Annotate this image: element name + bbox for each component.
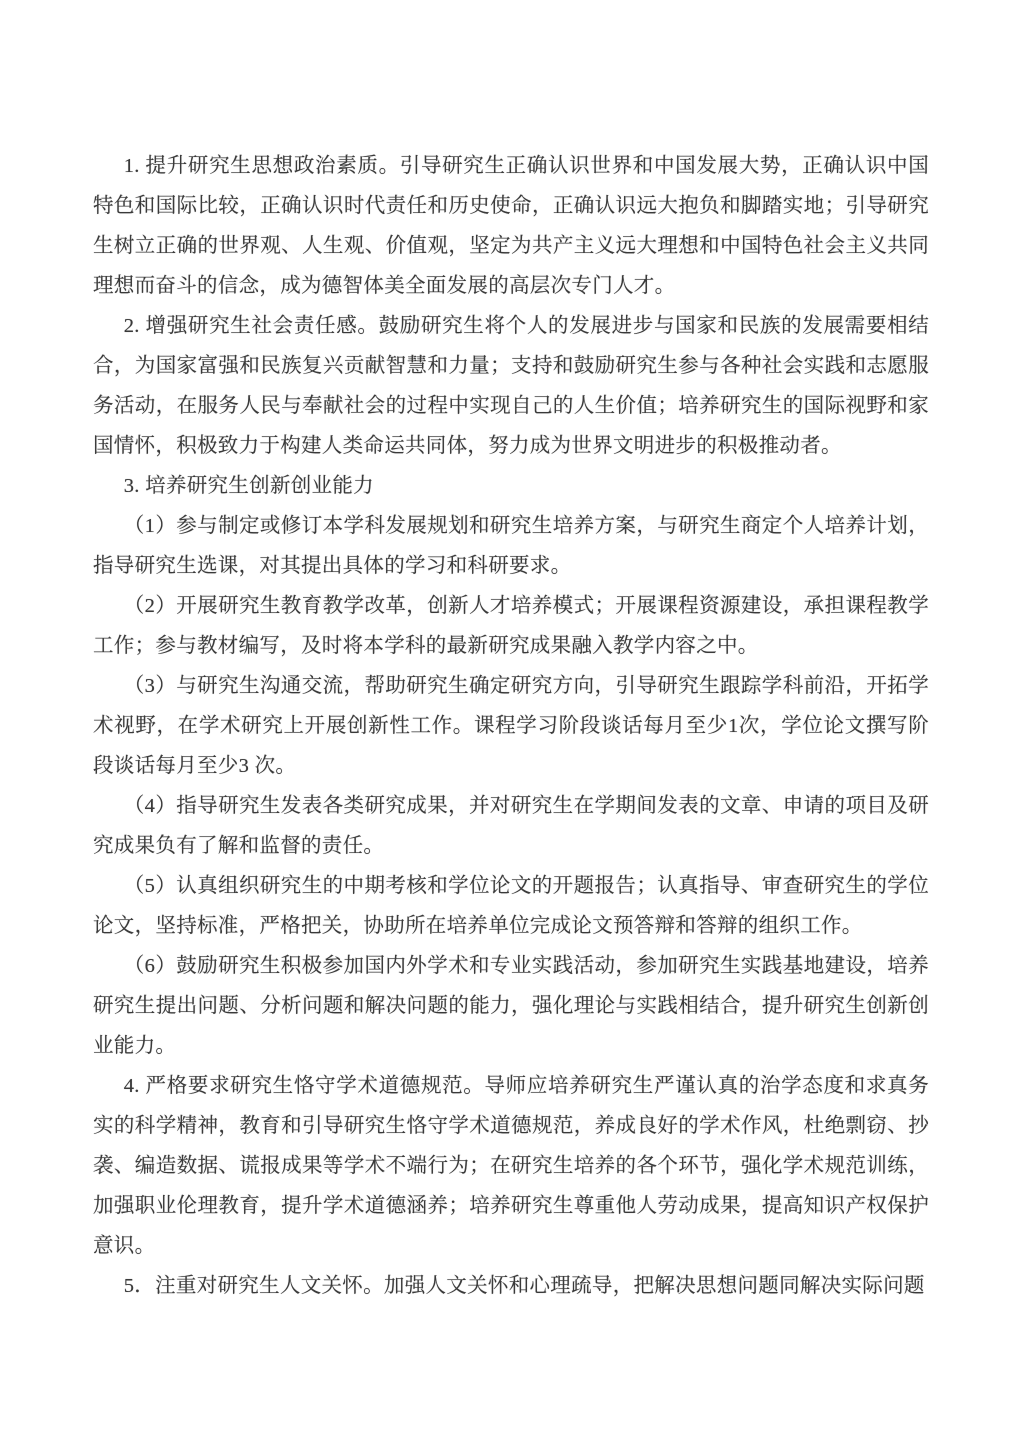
paragraph-subitem-5: （5）认真组织研究生的中期考核和学位论文的开题报告；认真指导、审查研究生的学位论文，坚持标准，严格把关，协助所在培养单位完成论文预答辩和答辩的组织工作。 <box>93 875 929 937</box>
paragraph-item-4: 4. 严格要求研究生恪守学术道德规范。导师应培养研究生严谨认真的治学态度和求真务实的科学精神，教育和引导研究生恪守学术道德规范，养成良好的学术作风，杜绝剽窃、抄袭、编造数据、谎报成果等学术不端行为；在研究生培养的各个环节，强化学术规范训练，加强职业伦理教育，提升学术道德涵养；培养研究生尊重他人劳动成果，提高知识产权保护意识。 <box>93 1075 929 1257</box>
paragraph-item-2: 2. 增强研究生社会责任感。鼓励研究生将个人的发展进步与国家和民族的发展需要相结合，为国家富强和民族复兴贡献智慧和力量；支持和鼓励研究生参与各种社会实践和志愿服务活动，在服务人民与奉献社会的过程中实现自己的人生价值；培养研究生的国际视野和家国情怀，积极致力于构建人类命运共同体，努力成为世界文明进步的积极推动者。 <box>93 315 929 457</box>
document-body <box>93 146 929 1306</box>
paragraph-item-1: 1. 提升研究生思想政治素质。引导研究生正确认识世界和中国发展大势，正确认识中国特色和国际比较，正确认识时代责任和历史使命，正确认识远大抱负和脚踏实地；引导研究生树立正确的世界观、人生观、价值观，坚定为共产主义远大理想和中国特色社会主义共同理想而奋斗的信念，成为德智体美全面发展的高层次专门人才。 <box>93 155 929 297</box>
paragraph-item-3-heading: 3. 培养研究生创新创业能力 <box>123 475 374 497</box>
paragraph-subitem-2: （2）开展研究生教育教学改革，创新人才培养模式；开展课程资源建设，承担课程教学工作；参与教材编写，及时将本学科的最新研究成果融入教学内容之中。 <box>93 595 929 657</box>
paragraph-subitem-3: （3）与研究生沟通交流，帮助研究生确定研究方向，引导研究生跟踪学科前沿，开拓学术视野，在学术研究上开展创新性工作。课程学习阶段谈话每月至少1次，学位论文撰写阶段谈话每月至少3 次。 <box>93 675 929 777</box>
paragraph-item-5: 5．注重对研究生人文关怀。加强人文关怀和心理疏导，把解决思想问题同解决实际问题 <box>123 1275 925 1297</box>
paragraph-subitem-1: （1）参与制定或修订本学科发展规划和研究生培养方案，与研究生商定个人培养计划，指导研究生选课，对其提出具体的学习和科研要求。 <box>93 515 929 577</box>
paragraph-subitem-6: （6）鼓励研究生积极参加国内外学术和专业实践活动，参加研究生实践基地建设，培养研究生提出问题、分析问题和解决问题的能力，强化理论与实践相结合，提升研究生创新创业能力。 <box>93 955 929 1057</box>
paragraph-subitem-4: （4）指导研究生发表各类研究成果，并对研究生在学期间发表的文章、申请的项目及研究成果负有了解和监督的责任。 <box>93 795 929 857</box>
